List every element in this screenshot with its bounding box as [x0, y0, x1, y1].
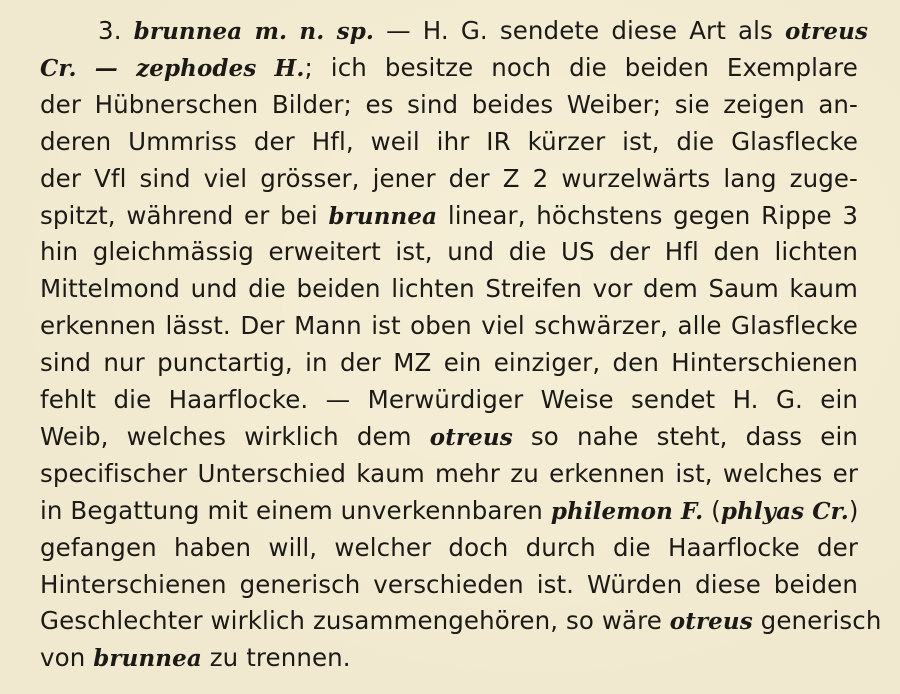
body-text: generisch: [752, 606, 882, 636]
italic-taxon-text: otreus: [429, 423, 513, 451]
body-text: linear, höchstens gegen Rippe 3: [437, 200, 859, 230]
text-line: [40, 385, 858, 415]
body-text: specifischer Unterschied kaum mehr zu erkennen ist, welches er: [40, 458, 858, 488]
body-text: fehlt die Haarflocke. — Merwürdiger Weise sendet H. G. ein: [40, 385, 858, 414]
body-text: hin gleichmässig erweitert ist, und die US der Hfl den lichten: [40, 237, 858, 267]
text-line: [40, 274, 858, 304]
body-text: Geschlechter wirklich zusammengehören, so wäre: [40, 606, 670, 636]
body-text: Hinterschienen generisch verschieden ist. Würden diese beiden: [40, 569, 858, 599]
text-line: [40, 422, 858, 453]
text-line: [40, 643, 858, 674]
text-line: [40, 496, 858, 527]
italic-taxon-text: phlyas Cr.: [720, 497, 849, 525]
text-line: [40, 606, 882, 637]
body-text: spitzt, während er bei: [40, 200, 329, 230]
italic-taxon-text: otreus: [785, 18, 868, 45]
body-text: — H. G. sendete diese Art als: [374, 16, 785, 45]
text-line: [40, 311, 858, 341]
text-line: [40, 237, 858, 267]
italic-taxon-text: otreus: [669, 608, 753, 636]
body-text: erkennen lässt. Der Mann ist oben viel schwärzer, alle Glasflecke: [40, 311, 858, 341]
body-text: ): [848, 495, 859, 525]
italic-taxon-text: philemon F.: [550, 497, 704, 525]
text-line: [40, 348, 858, 378]
body-text: so nahe steht, dass ein: [512, 421, 858, 451]
italic-taxon-text: brunnea: [328, 202, 438, 230]
text-line: [40, 90, 858, 120]
body-text: gefangen haben will, welcher doch durch die Haarflocke der: [40, 532, 858, 562]
body-text: sind nur punctartig, in der MZ ein einziger, den Hinterschienen: [40, 348, 858, 378]
body-text: der Hübnerschen Bilder; es sind beides Weiber; sie zeigen an-: [40, 89, 858, 119]
text-line: [40, 459, 858, 489]
body-text: zu trennen.: [201, 643, 351, 673]
text-line: [40, 570, 858, 600]
body-text: ; ich besitze noch die beiden Exemplare: [304, 52, 858, 82]
body-text: (: [703, 495, 721, 525]
body-text: Weib, welches wirklich dem: [40, 421, 430, 451]
body-text: Mittelmond und die beiden lichten Streifen vor dem Saum kaum: [40, 274, 858, 304]
body-text: von: [40, 643, 94, 673]
italic-taxon-text: brunnea m. n. sp.: [133, 18, 374, 45]
text-line: [98, 16, 868, 47]
text-line: [40, 127, 858, 157]
text-line: [40, 201, 858, 232]
body-text: der Vfl sind viel grösser, jener der Z 2 wurzelwärts lang zuge-: [40, 163, 858, 193]
body-text: 3.: [98, 16, 134, 45]
italic-taxon-text: brunnea: [93, 645, 202, 673]
body-text: in Begattung mit einem unverkennbaren: [40, 495, 551, 525]
text-line: [40, 53, 858, 84]
body-text: deren Ummriss der Hfl, weil ihr IR kürzer ist, die Glasflecke: [40, 126, 858, 156]
italic-taxon-text: Cr. — zephodes H.: [40, 54, 305, 82]
text-line: [40, 164, 858, 194]
text-line: [40, 533, 858, 563]
